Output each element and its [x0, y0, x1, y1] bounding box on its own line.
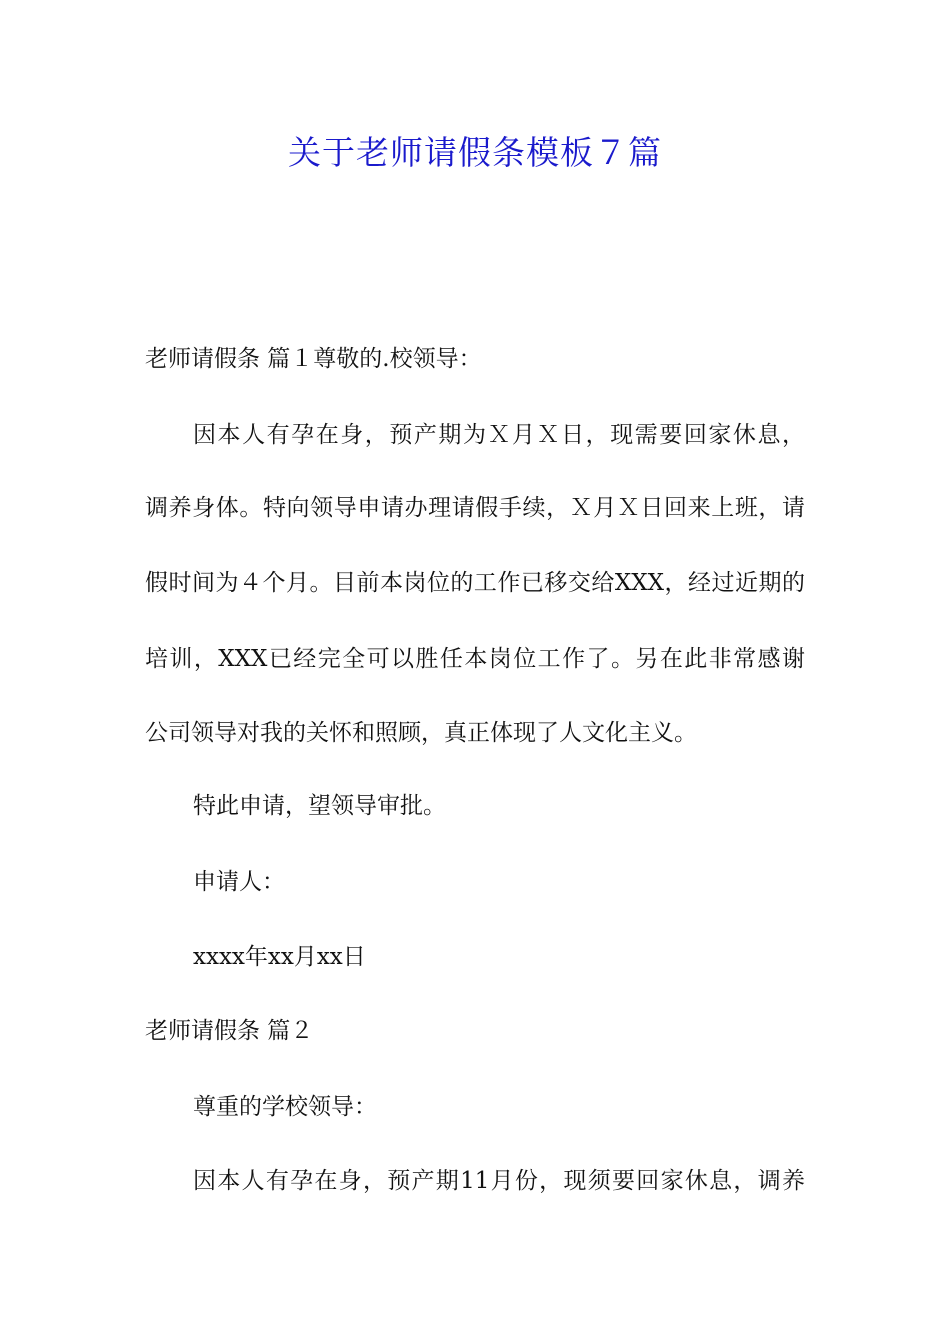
paragraph-line: 因本人有孕在身，预产期为Ｘ月Ｘ日，现需要回家休息， [193, 422, 805, 448]
closing-request: 特此申请，望领导审批。 [193, 793, 446, 819]
paragraph-line: 培训，XXX已经完全可以胜任本岗位工作了。另在此非常感谢 [145, 646, 805, 672]
paragraph-line: 假时间为４个月。目前本岗位的工作已移交给XXX，经过近期的 [145, 570, 805, 596]
section-1-heading: 老师请假条 篇１尊敬的.校领导： [145, 346, 482, 372]
salutation: 尊重的学校领导： [193, 1094, 377, 1120]
date-line: xxxx年xx月xx日 [193, 944, 366, 970]
paragraph-line: 因本人有孕在身，预产期11月份，现须要回家休息，调养 [193, 1168, 805, 1194]
paragraph-line: 调养身体。特向领导申请办理请假手续，Ｘ月Ｘ日回来上班，请 [145, 495, 805, 521]
paragraph-line: 公司领导对我的关怀和照顾，真正体现了人文化主义。 [145, 720, 697, 746]
section-2-heading: 老师请假条 篇２ [145, 1018, 314, 1044]
document-title: 关于老师请假条模板７篇 [288, 133, 662, 172]
applicant-label: 申请人： [193, 869, 285, 895]
